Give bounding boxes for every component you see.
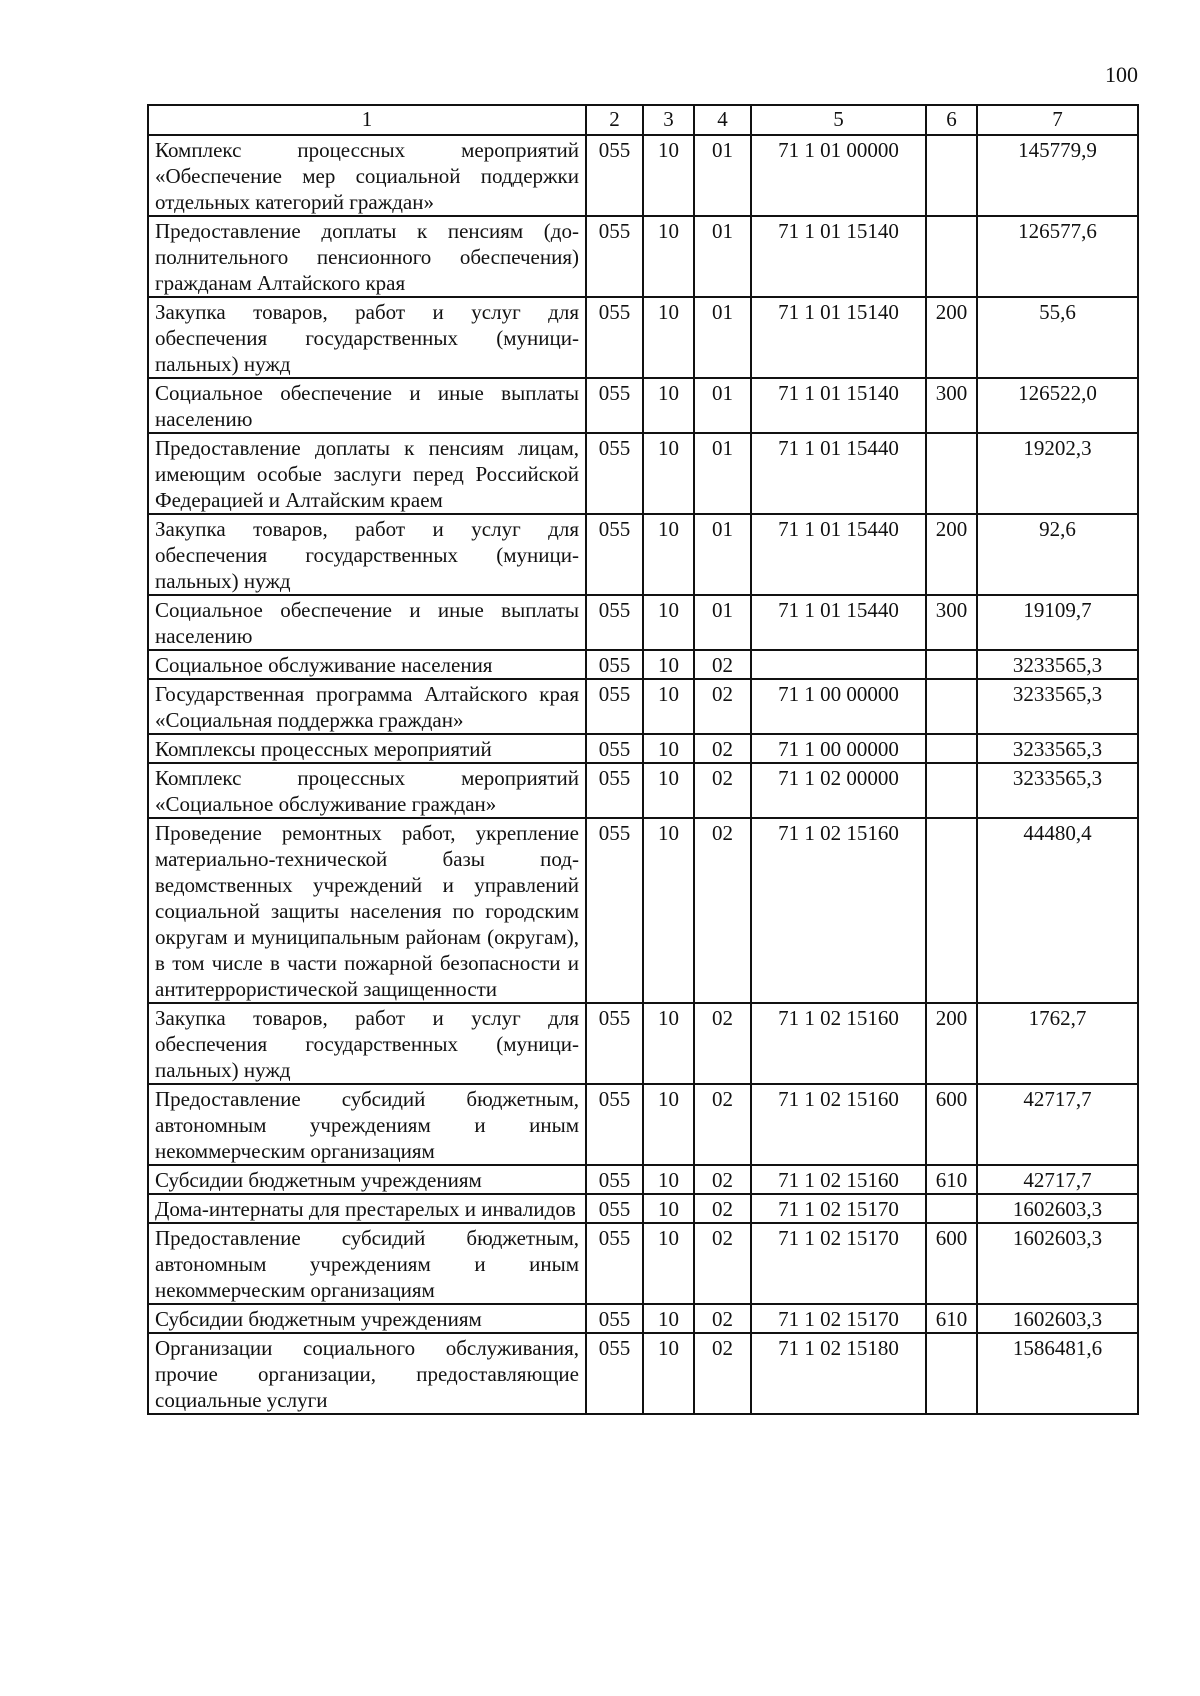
- ministry-code-cell: 055: [586, 679, 643, 734]
- target-article-cell: 71 1 02 15160: [751, 818, 926, 1003]
- section-code-cell: 10: [643, 1333, 694, 1414]
- ministry-code-cell: 055: [586, 297, 643, 378]
- target-article-cell: 71 1 01 15140: [751, 378, 926, 433]
- table-row: [148, 514, 1138, 595]
- ministry-code-cell: 055: [586, 595, 643, 650]
- column-header: 6: [926, 105, 977, 135]
- amount-cell: 1602603,3: [977, 1304, 1138, 1333]
- expense-type-cell: 600: [926, 1084, 977, 1165]
- table-row: [148, 1194, 1138, 1223]
- subsection-code-cell: 02: [694, 1333, 751, 1414]
- row-name-cell: Предоставление доплаты к пенсиям лицам, имеющим особые заслуги перед Российской Федерацией и Алтайским краем: [148, 433, 586, 514]
- target-article-cell: 71 1 02 15180: [751, 1333, 926, 1414]
- target-article-cell: 71 1 01 15440: [751, 433, 926, 514]
- row-name-cell: Проведение ремонтных работ, укрепление материально-технической базы подведомственных учреждений и управлений социальной защиты населения по городским округам и муниципальным районам (округам), в том числе в части пожарной безопасности и антитеррористической защищенности: [148, 818, 586, 1003]
- section-code-cell: 10: [643, 1223, 694, 1304]
- amount-cell: 92,6: [977, 514, 1138, 595]
- amount-cell: 126577,6: [977, 216, 1138, 297]
- subsection-code-cell: 01: [694, 433, 751, 514]
- expense-type-cell: 200: [926, 514, 977, 595]
- ministry-code-cell: 055: [586, 1084, 643, 1165]
- ministry-code-cell: 055: [586, 818, 643, 1003]
- subsection-code-cell: 02: [694, 1194, 751, 1223]
- expense-type-cell: 600: [926, 1223, 977, 1304]
- expense-type-cell: 610: [926, 1304, 977, 1333]
- subsection-code-cell: 02: [694, 679, 751, 734]
- budget-table: [147, 104, 1139, 1415]
- row-name-cell: Комплексы процессных мероприятий: [148, 734, 586, 763]
- row-name-cell: Субсидии бюджетным учреждениям: [148, 1165, 586, 1194]
- subsection-code-cell: 02: [694, 734, 751, 763]
- section-code-cell: 10: [643, 514, 694, 595]
- amount-cell: 126522,0: [977, 378, 1138, 433]
- row-name-cell: Дома-интернаты для престарелых и инвалидов: [148, 1194, 586, 1223]
- table-row: [148, 1165, 1138, 1194]
- target-article-cell: 71 1 00 00000: [751, 734, 926, 763]
- table-row: [148, 650, 1138, 679]
- column-header: 2: [586, 105, 643, 135]
- amount-cell: 3233565,3: [977, 734, 1138, 763]
- section-code-cell: 10: [643, 1165, 694, 1194]
- target-article-cell: 71 1 02 15160: [751, 1165, 926, 1194]
- target-article-cell: 71 1 01 15140: [751, 297, 926, 378]
- ministry-code-cell: 055: [586, 1304, 643, 1333]
- section-code-cell: 10: [643, 650, 694, 679]
- amount-cell: 3233565,3: [977, 650, 1138, 679]
- row-name-cell: Закупка товаров, работ и услуг для обеспечения государственных (муниципальных) нужд: [148, 514, 586, 595]
- ministry-code-cell: 055: [586, 135, 643, 216]
- table-row: [148, 433, 1138, 514]
- amount-cell: 1602603,3: [977, 1223, 1138, 1304]
- column-header: 3: [643, 105, 694, 135]
- expense-type-cell: [926, 1333, 977, 1414]
- column-header: 1: [148, 105, 586, 135]
- expense-type-cell: [926, 216, 977, 297]
- expense-type-cell: [926, 135, 977, 216]
- table-row: [148, 1084, 1138, 1165]
- amount-cell: 3233565,3: [977, 763, 1138, 818]
- ministry-code-cell: 055: [586, 1003, 643, 1084]
- column-header: 7: [977, 105, 1138, 135]
- row-name-cell: Закупка товаров, работ и услуг для обеспечения государственных (муниципальных) нужд: [148, 1003, 586, 1084]
- section-code-cell: 10: [643, 433, 694, 514]
- row-name-cell: Комплекс процессных мероприятий «Обеспечение мер социальной поддержки отдельных категорий граждан»: [148, 135, 586, 216]
- ministry-code-cell: 055: [586, 763, 643, 818]
- target-article-cell: 71 1 02 15170: [751, 1304, 926, 1333]
- section-code-cell: 10: [643, 135, 694, 216]
- table-row: [148, 595, 1138, 650]
- row-name-cell: Социальное обеспечение и иные выплаты населению: [148, 595, 586, 650]
- target-article-cell: 71 1 01 00000: [751, 135, 926, 216]
- section-code-cell: 10: [643, 216, 694, 297]
- row-name-cell: Предоставление субсидий бюджетным, автономным учреждениям и иным некоммерческим организациям: [148, 1223, 586, 1304]
- subsection-code-cell: 01: [694, 378, 751, 433]
- table-row: [148, 135, 1138, 216]
- section-code-cell: 10: [643, 1003, 694, 1084]
- expense-type-cell: 300: [926, 378, 977, 433]
- ministry-code-cell: 055: [586, 650, 643, 679]
- row-name-cell: Государственная программа Алтайского края «Социальная поддержка граждан»: [148, 679, 586, 734]
- row-name-cell: Комплекс процессных мероприятий «Социальное обслуживание граждан»: [148, 763, 586, 818]
- subsection-code-cell: 02: [694, 1084, 751, 1165]
- row-name-cell: Предоставление субсидий бюджетным, автономным учреждениям и иным некоммерческим организациям: [148, 1084, 586, 1165]
- ministry-code-cell: 055: [586, 1165, 643, 1194]
- table-row: [148, 1304, 1138, 1333]
- table-row: [148, 216, 1138, 297]
- page-number: 100: [1105, 62, 1138, 87]
- amount-cell: 42717,7: [977, 1165, 1138, 1194]
- table-row: [148, 297, 1138, 378]
- target-article-cell: 71 1 02 15170: [751, 1194, 926, 1223]
- table-row: [148, 378, 1138, 433]
- ministry-code-cell: 055: [586, 1194, 643, 1223]
- amount-cell: 42717,7: [977, 1084, 1138, 1165]
- ministry-code-cell: 055: [586, 514, 643, 595]
- subsection-code-cell: 02: [694, 1223, 751, 1304]
- column-header: 4: [694, 105, 751, 135]
- section-code-cell: 10: [643, 297, 694, 378]
- table-body: [148, 135, 1138, 1414]
- expense-type-cell: [926, 679, 977, 734]
- subsection-code-cell: 02: [694, 1003, 751, 1084]
- amount-cell: 145779,9: [977, 135, 1138, 216]
- subsection-code-cell: 01: [694, 216, 751, 297]
- subsection-code-cell: 02: [694, 763, 751, 818]
- expense-type-cell: 300: [926, 595, 977, 650]
- table-row: [148, 734, 1138, 763]
- section-code-cell: 10: [643, 378, 694, 433]
- amount-cell: 1602603,3: [977, 1194, 1138, 1223]
- expense-type-cell: [926, 818, 977, 1003]
- column-numbers-row: [148, 105, 1138, 135]
- table-row: [148, 679, 1138, 734]
- target-article-cell: 71 1 01 15140: [751, 216, 926, 297]
- subsection-code-cell: 02: [694, 818, 751, 1003]
- amount-cell: 3233565,3: [977, 679, 1138, 734]
- expense-type-cell: 200: [926, 1003, 977, 1084]
- row-name-cell: Закупка товаров, работ и услуг для обеспечения государственных (муниципальных) нужд: [148, 297, 586, 378]
- ministry-code-cell: 055: [586, 216, 643, 297]
- ministry-code-cell: 055: [586, 1223, 643, 1304]
- row-name-cell: Социальное обслуживание населения: [148, 650, 586, 679]
- section-code-cell: 10: [643, 595, 694, 650]
- ministry-code-cell: 055: [586, 433, 643, 514]
- row-name-cell: Субсидии бюджетным учреждениям: [148, 1304, 586, 1333]
- subsection-code-cell: 02: [694, 650, 751, 679]
- target-article-cell: 71 1 01 15440: [751, 514, 926, 595]
- section-code-cell: 10: [643, 1084, 694, 1165]
- amount-cell: 1586481,6: [977, 1333, 1138, 1414]
- expense-type-cell: 200: [926, 297, 977, 378]
- table-row: [148, 1333, 1138, 1414]
- amount-cell: 44480,4: [977, 818, 1138, 1003]
- amount-cell: 19202,3: [977, 433, 1138, 514]
- expense-type-cell: [926, 734, 977, 763]
- expense-type-cell: 610: [926, 1165, 977, 1194]
- subsection-code-cell: 01: [694, 297, 751, 378]
- ministry-code-cell: 055: [586, 734, 643, 763]
- section-code-cell: 10: [643, 1194, 694, 1223]
- expense-type-cell: [926, 763, 977, 818]
- target-article-cell: 71 1 02 00000: [751, 763, 926, 818]
- table-row: [148, 1003, 1138, 1084]
- expense-type-cell: [926, 433, 977, 514]
- column-header: 5: [751, 105, 926, 135]
- section-code-cell: 10: [643, 1304, 694, 1333]
- row-name-cell: Предоставление доплаты к пенсиям (дополнительного пенсионного обеспечения) гражданам Алтайского края: [148, 216, 586, 297]
- target-article-cell: 71 1 00 00000: [751, 679, 926, 734]
- table-row: [148, 763, 1138, 818]
- section-code-cell: 10: [643, 734, 694, 763]
- subsection-code-cell: 01: [694, 514, 751, 595]
- subsection-code-cell: 01: [694, 135, 751, 216]
- subsection-code-cell: 02: [694, 1304, 751, 1333]
- ministry-code-cell: 055: [586, 378, 643, 433]
- section-code-cell: 10: [643, 818, 694, 1003]
- amount-cell: 1762,7: [977, 1003, 1138, 1084]
- target-article-cell: 71 1 02 15160: [751, 1003, 926, 1084]
- subsection-code-cell: 02: [694, 1165, 751, 1194]
- section-code-cell: 10: [643, 763, 694, 818]
- expense-type-cell: [926, 1194, 977, 1223]
- table-row: [148, 1223, 1138, 1304]
- target-article-cell: 71 1 02 15160: [751, 1084, 926, 1165]
- table-row: [148, 818, 1138, 1003]
- amount-cell: 19109,7: [977, 595, 1138, 650]
- target-article-cell: 71 1 01 15440: [751, 595, 926, 650]
- amount-cell: 55,6: [977, 297, 1138, 378]
- target-article-cell: [751, 650, 926, 679]
- row-name-cell: Организации социального обслуживания, прочие организации, предоставляющие социальные услуги: [148, 1333, 586, 1414]
- subsection-code-cell: 01: [694, 595, 751, 650]
- target-article-cell: 71 1 02 15170: [751, 1223, 926, 1304]
- expense-type-cell: [926, 650, 977, 679]
- ministry-code-cell: 055: [586, 1333, 643, 1414]
- row-name-cell: Социальное обеспечение и иные выплаты населению: [148, 378, 586, 433]
- section-code-cell: 10: [643, 679, 694, 734]
